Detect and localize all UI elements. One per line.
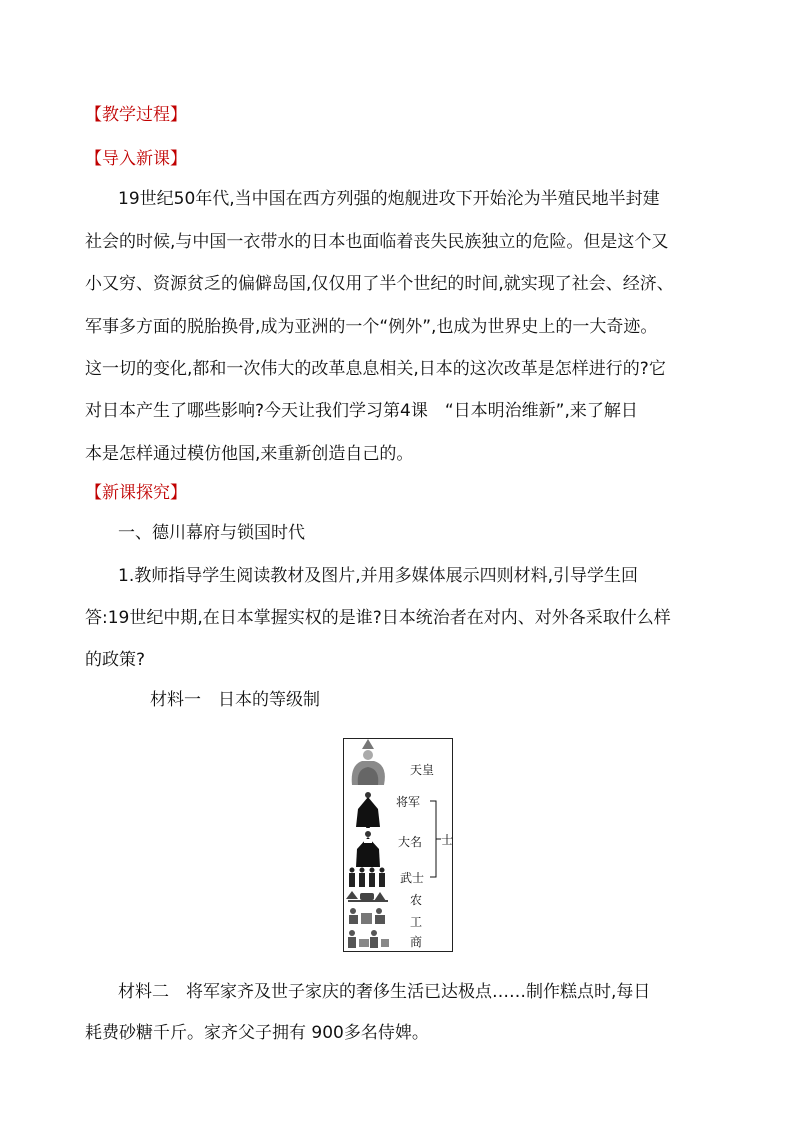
shi-bracket [430, 801, 441, 877]
shi-label: 士 [441, 833, 454, 847]
intro-line: 社会的时候,与中国一衣带水的日本也面临着丧失民族独立的危险。但是这个又 [85, 232, 669, 252]
section-title: 一、德川幕府与锁国时代 [118, 523, 305, 543]
artisan-label: 工 [410, 915, 423, 929]
material2-line: 材料二 将军家齐及世子家庆的奢侈生活已达极点……制作糕点时,每日 [118, 982, 651, 1002]
material1-caption: 材料一 日本的等级制 [150, 690, 320, 710]
emperor-label: 天皇 [410, 763, 435, 777]
question-line: 答:19世纪中期,在日本掌握实权的是谁?日本统治者在对内、对外各采取什么样 [85, 608, 671, 628]
question-line: 的政策? [85, 650, 146, 670]
samurai-label: 武士 [400, 871, 425, 885]
intro-line: 小又穷、资源贫乏的偏僻岛国,仅仅用了半个世纪的时间,就实现了社会、经济、 [85, 274, 674, 294]
teaching-process-heading: 【教学过程】 [85, 105, 187, 125]
intro-line: 这一切的变化,都和一次伟大的改革息息相关,日本的这次改革是怎样进行的?它 [85, 359, 666, 379]
question-line: 1.教师指导学生阅读教材及图片,并用多媒体展示四则材料,引导学生回 [118, 566, 639, 586]
samurai-figures-icon [349, 868, 385, 888]
shogun-label: 将军 [396, 795, 421, 809]
daimyo-figure-icon [356, 823, 380, 867]
intro-line: 本是怎样通过模仿他国,来重新创造自己的。 [85, 444, 414, 464]
explore-heading: 【新课探究】 [85, 483, 187, 503]
farmer-label: 农 [410, 893, 423, 907]
intro-line: 19世纪50年代,当中国在西方列强的炮舰进攻下开始沦为半殖民地半封建 [118, 189, 660, 209]
merchant-label: 商 [410, 935, 423, 949]
shogun-figure-icon [356, 792, 380, 827]
hierarchy-figure [343, 738, 453, 952]
material2-line: 耗费砂糖千斤。家齐父子拥有 900多名侍婢。 [85, 1023, 429, 1043]
intro-line: 对日本产生了哪些影响?今天让我们学习第4课 “日本明治维新”,来了解日 [85, 401, 638, 421]
artisan-figures-icon [349, 908, 385, 924]
intro-line: 军事多方面的脱胎换骨,成为亚洲的一个“例外”,也成为世界史上的一大奇迹。 [85, 317, 658, 337]
emperor-figure-icon [352, 739, 385, 785]
merchant-figures-icon [348, 930, 389, 948]
farmer-figures-icon [346, 891, 388, 902]
daimyo-label: 大名 [398, 835, 423, 849]
intro-heading: 【导入新课】 [85, 149, 187, 169]
